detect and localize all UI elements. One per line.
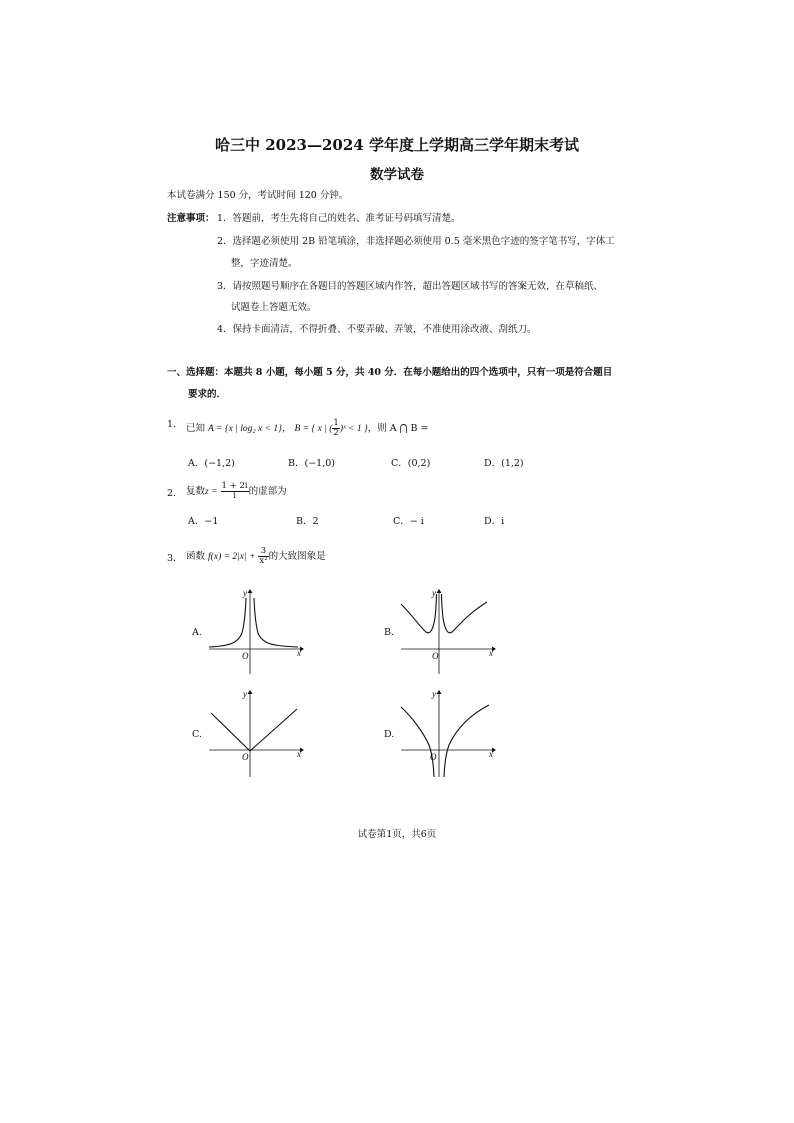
q2-suffix: 的虚部为 bbox=[248, 486, 287, 497]
origin-label: O bbox=[432, 651, 439, 661]
q2-frac-num: 1 + 2i bbox=[221, 481, 248, 491]
curve-right bbox=[254, 598, 298, 647]
y-label: y bbox=[243, 588, 247, 598]
y-axis-arrow bbox=[248, 589, 253, 593]
q2-fraction bbox=[221, 482, 249, 501]
intro-text: 本试卷满分 150 分，考试时间 120 分钟。 bbox=[167, 190, 349, 201]
origin-label: O bbox=[242, 752, 249, 762]
q1-option-a[interactable]: A．(−1,2) bbox=[188, 458, 235, 469]
q2-option-a[interactable]: A．−1 bbox=[188, 516, 219, 527]
q3-graph-label-c[interactable]: C. bbox=[192, 729, 202, 740]
q1-frac-num: 1 bbox=[333, 418, 339, 428]
q3-frac-den: x² bbox=[259, 556, 268, 566]
q1-prefix: 已知 bbox=[186, 423, 206, 434]
q2-option-b[interactable]: B．2 bbox=[296, 516, 319, 527]
curve-left bbox=[401, 707, 434, 777]
q3-graph-c bbox=[205, 687, 305, 779]
q2-option-c[interactable]: C．− i bbox=[393, 516, 424, 527]
curve-right bbox=[444, 705, 489, 777]
x-label: x bbox=[489, 648, 493, 658]
q2-option-d[interactable]: D．i bbox=[484, 516, 505, 527]
y-axis-arrow bbox=[437, 690, 442, 694]
q3-graph-label-d[interactable]: D. bbox=[384, 729, 395, 740]
q1-stem bbox=[186, 419, 428, 438]
q3-frac-num: 3 bbox=[258, 547, 268, 557]
q1-option-b[interactable]: B．(−1,0) bbox=[288, 458, 335, 469]
q3-stem bbox=[186, 547, 326, 566]
q3-graph-d bbox=[397, 687, 497, 779]
q2-z: z = bbox=[205, 487, 218, 497]
q3-prefix: 函数 bbox=[186, 551, 206, 562]
q1-suffix: ，则 A ⋂ B = bbox=[367, 423, 429, 434]
q3-fraction bbox=[258, 547, 268, 566]
exam-title: 哈三中 2023—2024 学年度上学期高三学年期末考试 bbox=[215, 136, 579, 154]
y-axis-arrow bbox=[248, 690, 253, 694]
x-label: x bbox=[297, 648, 301, 658]
note-item-3-cont: 试题卷上答题无效。 bbox=[231, 302, 317, 313]
y-label: y bbox=[432, 588, 436, 598]
y-label: y bbox=[243, 689, 247, 699]
q3-graph-label-a[interactable]: A. bbox=[192, 627, 202, 638]
q3-graph-label-b[interactable]: B. bbox=[384, 627, 395, 638]
q3-graph-b bbox=[397, 588, 497, 676]
curve-v bbox=[211, 709, 297, 751]
q3-graph-a bbox=[205, 588, 305, 676]
q1-set-b-left: B = { x | ( bbox=[294, 424, 333, 434]
q1-set-b-right: )ˣ < 1 } bbox=[339, 424, 368, 434]
x-label: x bbox=[297, 749, 301, 759]
q1-option-c[interactable]: C．(0,2) bbox=[391, 458, 431, 469]
origin-label: O bbox=[242, 651, 249, 661]
q2-prefix: 复数 bbox=[186, 486, 206, 497]
q3-suffix: 的大致图象是 bbox=[268, 551, 326, 562]
origin-label: O bbox=[430, 752, 437, 762]
q3-number: 3. bbox=[167, 553, 177, 564]
q1-option-d[interactable]: D．(1,2) bbox=[484, 458, 524, 469]
exam-subtitle: 数学试卷 bbox=[370, 167, 424, 183]
q1-fraction bbox=[332, 419, 339, 438]
q2-number: 2. bbox=[167, 488, 177, 499]
y-axis-arrow bbox=[437, 589, 442, 593]
section-heading: 一、选择题：本题共 8 小题，每小题 5 分，共 40 分．在每小题给出的四个选项中，只有一项是符合题目 bbox=[167, 367, 613, 378]
note-item-1: 1．答题前，考生先将自己的姓名、准考证号码填写清楚。 bbox=[217, 213, 461, 224]
curve-left bbox=[401, 594, 437, 633]
note-item-4: 4．保持卡面清洁，不得折叠、不要弄破、弄皱，不准使用涂改液、刮纸刀。 bbox=[217, 324, 537, 335]
section-heading-cont: 要求的． bbox=[188, 389, 227, 400]
note-item-2-cont: 整，字迹清楚。 bbox=[231, 258, 298, 269]
q1-frac-den: 2 bbox=[333, 428, 339, 438]
curve-right bbox=[442, 594, 488, 633]
y-label: y bbox=[432, 689, 436, 699]
q1-number: 1. bbox=[167, 419, 177, 430]
page-footer: 试卷第1页，共6页 bbox=[357, 829, 437, 840]
q1-sep: ， bbox=[281, 423, 292, 434]
note-item-3: 3．请按照题号顺序在各题目的答题区域内作答，超出答题区域书写的答案无效，在草稿纸、 bbox=[217, 281, 604, 292]
note-item-2: 2．选择题必须使用 2B 铅笔填涂，非选择题必须使用 0.5 毫米黑色字迹的签字笔书写，字体工 bbox=[217, 236, 615, 247]
notes-label: 注意事项： bbox=[167, 213, 215, 224]
q2-frac-den: i bbox=[233, 491, 236, 501]
q3-expr: f(x) = 2|x| + bbox=[208, 552, 256, 562]
x-label: x bbox=[489, 749, 493, 759]
q2-stem bbox=[186, 482, 287, 501]
q1-set-a: A = {x | log₂ x < 1} bbox=[208, 424, 282, 434]
curve-left bbox=[209, 598, 246, 647]
